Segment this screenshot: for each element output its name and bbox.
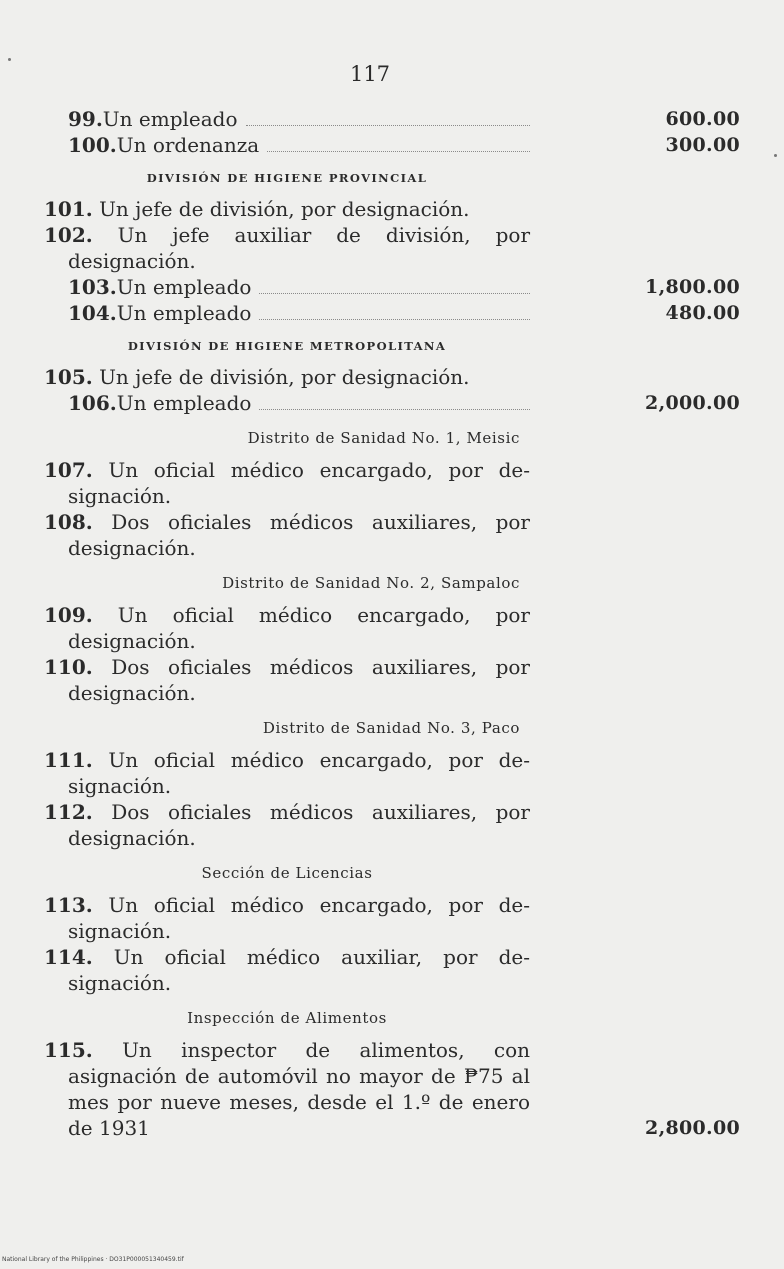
scan-speck	[8, 58, 11, 61]
item-description: Un oficial médico encargado, por de-signación.	[68, 748, 531, 798]
section-heading: Distrito de Sanidad No. 2, Sampaloc	[222, 574, 520, 592]
item-number: 111.	[44, 748, 93, 772]
item-description: Un empleado	[102, 107, 238, 131]
budget-item	[44, 457, 530, 509]
budget-item	[44, 799, 530, 851]
dot-leader	[246, 125, 531, 126]
section-heading: Distrito de Sanidad No. 1, Meisic	[247, 429, 520, 447]
budget-item	[44, 509, 530, 561]
item-number: 106.	[68, 391, 117, 415]
section-heading: Sección de Licencias	[201, 864, 373, 882]
item-number: 113.	[44, 893, 93, 917]
item-description: Un empleado	[116, 301, 252, 325]
dot-leader	[259, 293, 530, 294]
item-description: Un oficial médico encargado, por de-signación.	[68, 458, 531, 508]
section-heading: Distrito de Sanidad No. 3, Paco	[262, 719, 520, 737]
item-description: Un inspector de alimentos, con asignación de automóvil no mayor de ₱75 al mes por nueve meses, desde el 1.º de enero de 1931	[68, 1038, 531, 1140]
item-number: 112.	[44, 800, 93, 824]
item-number: 100.	[68, 133, 117, 157]
item-description: Un oficial médico auxiliar, por de-signación.	[68, 945, 530, 995]
budget-item	[44, 222, 530, 274]
item-number: 102.	[44, 223, 93, 247]
item-description: Un oficial médico encargado, por designación.	[68, 603, 530, 653]
budget-item	[44, 132, 530, 158]
item-description: Un jefe de división, por designación.	[99, 197, 470, 221]
item-amount: 1,800.00	[645, 276, 740, 298]
budget-item	[44, 944, 530, 996]
budget-item	[44, 300, 530, 326]
budget-item	[44, 1037, 530, 1141]
item-amount: 2,800.00	[645, 1117, 740, 1139]
item-number: 103.	[68, 275, 117, 299]
page-number: 117	[349, 62, 391, 86]
section-heading: Inspección de Alimentos	[187, 1009, 387, 1027]
item-description: Un empleado	[116, 275, 252, 299]
item-number: 108.	[44, 510, 93, 534]
item-number: 114.	[44, 945, 93, 969]
item-amount: 300.00	[665, 134, 740, 156]
item-number: 101.	[44, 197, 93, 221]
item-description: Dos oficiales médicos auxiliares, por designación.	[68, 510, 530, 560]
section-heading: DIVISIÓN DE HIGIENE PROVINCIAL	[146, 171, 428, 185]
budget-item	[44, 196, 530, 222]
item-description: Un jefe auxiliar de división, por designación.	[68, 223, 531, 273]
budget-item	[44, 274, 530, 300]
dot-leader	[267, 151, 530, 152]
item-number: 107.	[44, 458, 93, 482]
item-description: Dos oficiales médicos auxiliares, por designación.	[68, 800, 530, 850]
budget-item	[44, 602, 530, 654]
item-description: Un empleado	[116, 391, 252, 415]
item-description: Un jefe de división, por designación.	[99, 365, 470, 389]
item-number: 110.	[44, 655, 93, 679]
budget-item	[44, 654, 530, 706]
item-amount: 2,000.00	[645, 392, 740, 414]
dot-leader	[259, 319, 530, 320]
budget-item	[44, 892, 530, 944]
budget-item-list	[44, 106, 740, 1141]
budget-item	[44, 106, 530, 132]
item-description: Un ordenanza	[116, 133, 260, 157]
item-amount: 600.00	[665, 108, 740, 130]
budget-item	[44, 364, 530, 390]
budget-item	[44, 390, 530, 416]
item-description: Un oficial médico encargado, por de-signación.	[68, 893, 531, 943]
item-number: 115.	[44, 1038, 93, 1062]
dot-leader	[259, 409, 530, 410]
item-number: 104.	[68, 301, 117, 325]
section-heading: DIVISIÓN DE HIGIENE METROPOLITANA	[127, 339, 447, 353]
item-number: 99.	[68, 107, 103, 131]
scan-footer-stamp: National Library of the Philippines · DO31P000051340459.tif	[2, 1256, 184, 1263]
budget-item	[44, 747, 530, 799]
scan-speck	[774, 154, 777, 157]
item-amount: 480.00	[665, 302, 740, 324]
item-number: 109.	[44, 603, 93, 627]
item-description: Dos oficiales médicos auxiliares, por designación.	[68, 655, 530, 705]
item-number: 105.	[44, 365, 93, 389]
